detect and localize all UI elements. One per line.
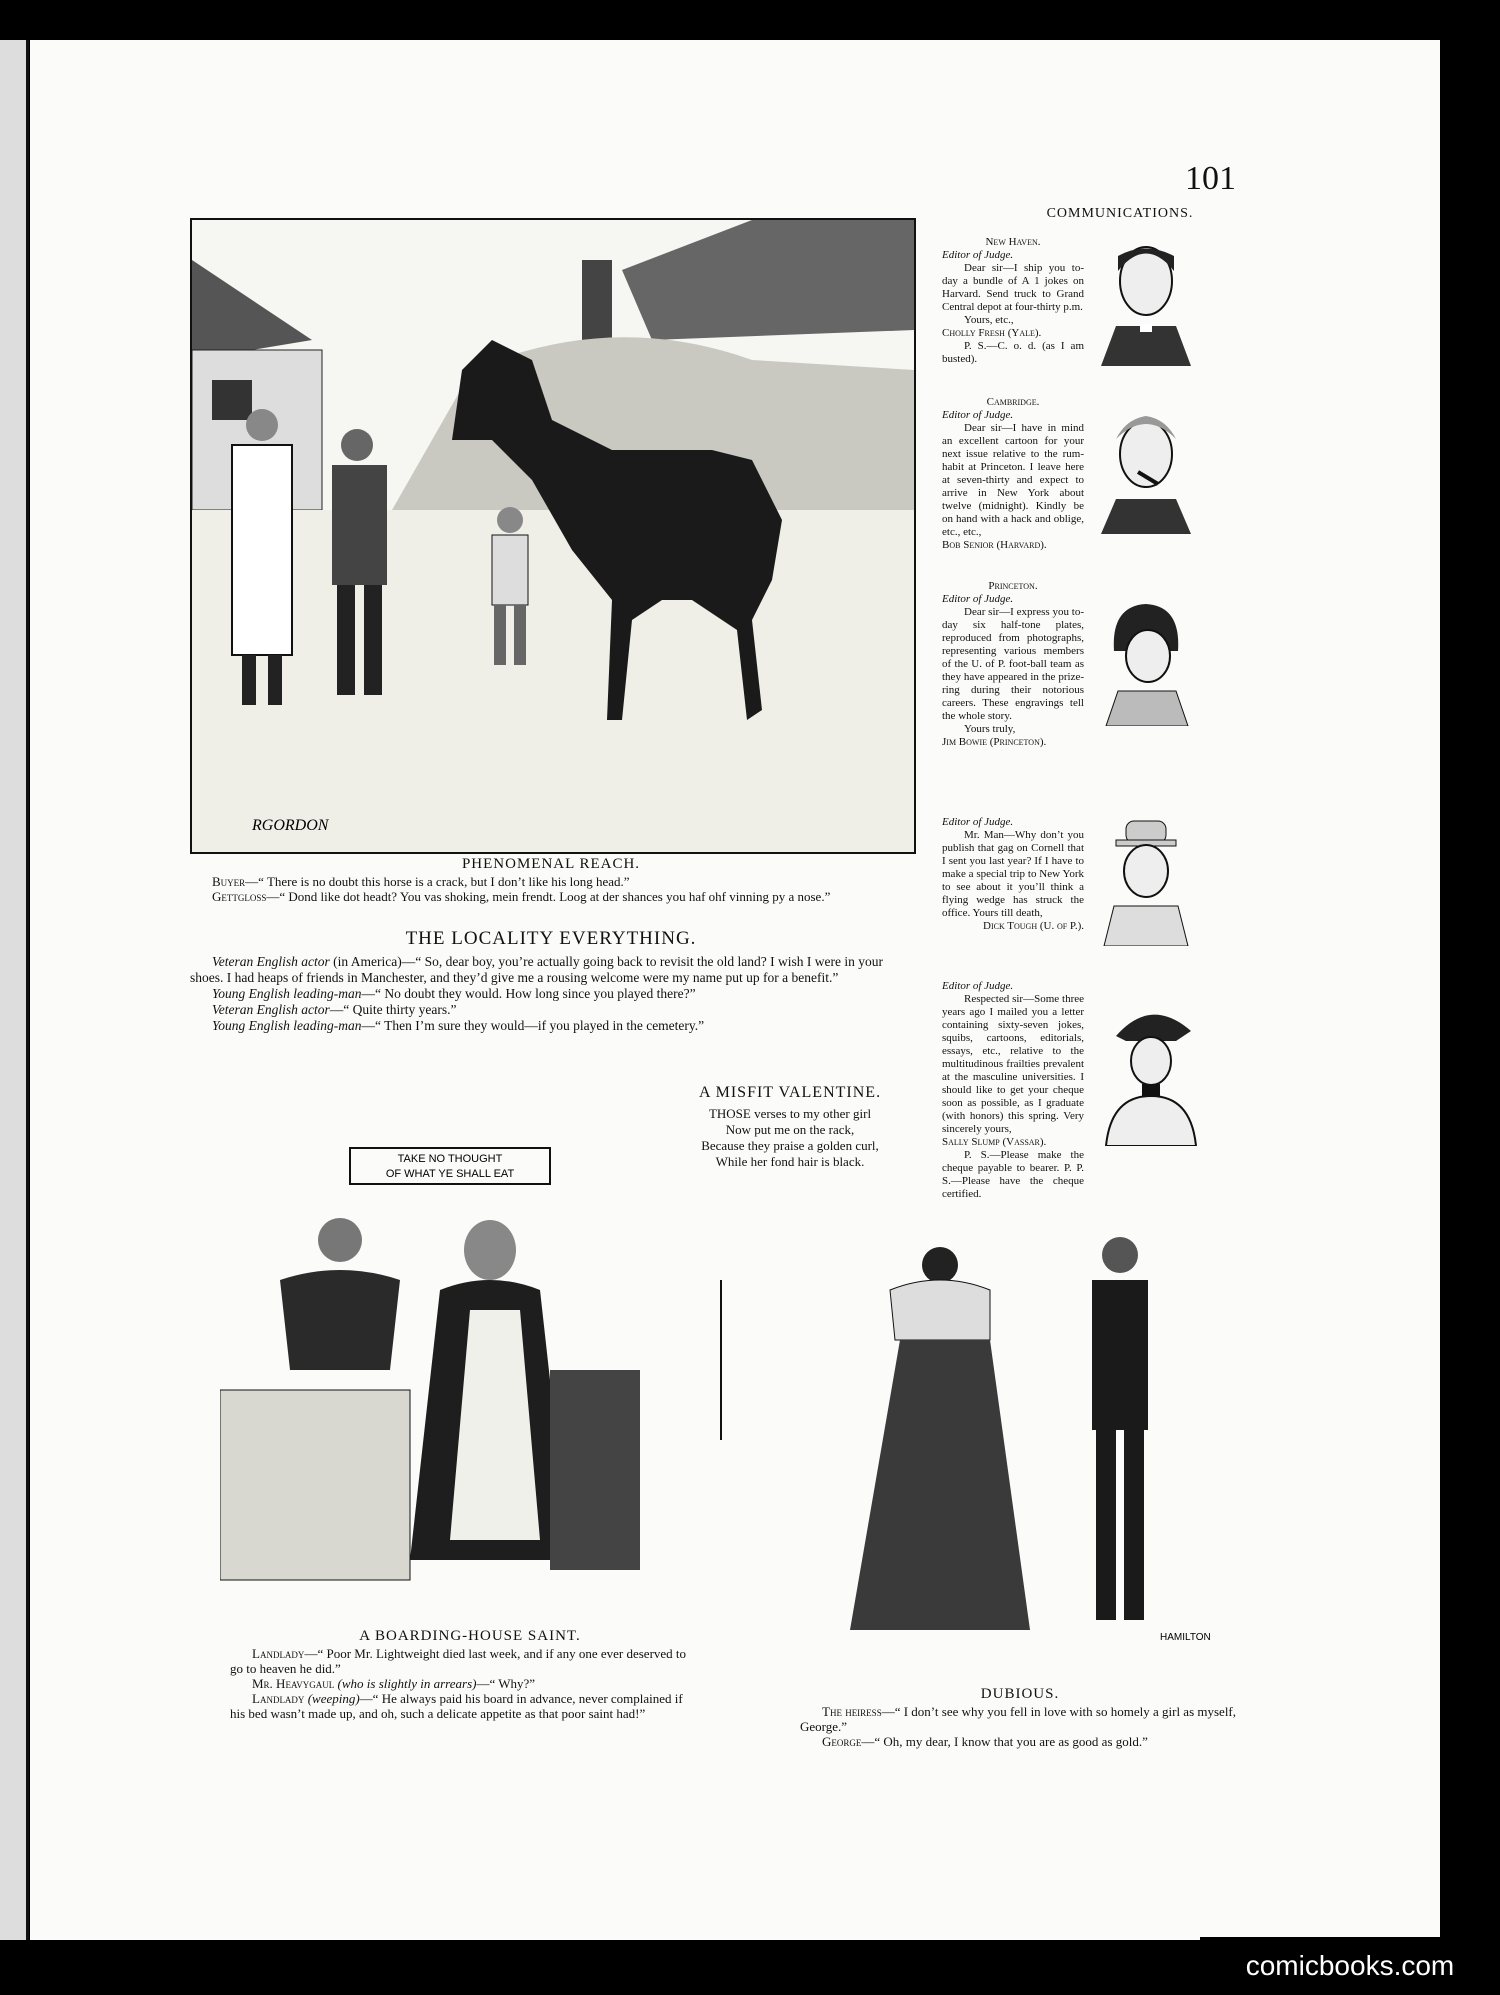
princeton-student-portrait <box>1096 596 1196 726</box>
george-speaker: George <box>822 1734 862 1749</box>
george-line: —“ Oh, my dear, I know that you are as good as gold.” <box>861 1734 1148 1749</box>
boarding-house-illustration <box>220 1140 680 1620</box>
letter-vassar-addressee: Editor of Judge. <box>942 980 1014 992</box>
locality-title: THE LOCALITY EVERYTHING. <box>405 928 697 949</box>
locality-speaker-3: Veteran English actor <box>212 1002 330 1017</box>
dubious-artist-signature: HAMILTON <box>1160 1632 1211 1643</box>
horse-caption-title: PHENOMENAL REACH. <box>461 856 641 872</box>
locality-aside-1: (in America) <box>329 954 402 969</box>
letter-upenn-body: Mr. Man—Why don’t you publish that gag on Cornell that I sent you last year? If I have to make a special trip to New York to see about it you’ll think a flying wedge has struck the office. Yours till death, <box>942 829 1084 919</box>
dubious-illustration <box>790 1210 1250 1680</box>
letter-princeton-place: Princeton. <box>988 580 1038 592</box>
horse-illustration <box>190 218 916 854</box>
letter-harvard-place: Cambridge. <box>986 396 1040 408</box>
boarding-house-drawing <box>220 1140 680 1620</box>
wall-motto-line-2: OF WHAT YE SHALL EAT <box>385 1168 515 1180</box>
letter-upenn <box>942 816 1084 933</box>
landlady-line-2: —“ He always paid his board in advance, never complained if his bed wasn’t made up, and oh, such a delicate appetite as that poor saint had!” <box>230 1691 683 1721</box>
heavygaul-line: —“ Why?” <box>476 1676 536 1691</box>
gettgloss-speaker: Gettgloss <box>212 889 267 904</box>
locality-line-2: —“ No doubt they would. How long since you played there?” <box>361 986 696 1001</box>
buyer-speaker: Buyer <box>212 874 246 889</box>
buyer-line: —“ There is no doubt this horse is a crack, but I don’t like his long head.” <box>245 874 630 889</box>
heiress-speaker: The heiress <box>822 1704 882 1719</box>
letter-upenn-addressee: Editor of Judge. <box>942 816 1014 828</box>
letter-harvard-body: Dear sir—I have in mind an excellent cartoon for your next issue relative to the rum-habit at Princeton. I leave here at seven-thirty and expect to arrive in New York about twelve (midnight). Kindly be on hand with a hack and oblige, etc., etc., <box>942 422 1084 538</box>
wall-motto-line-1: TAKE NO THOUGHT <box>397 1153 503 1165</box>
letter-yale-closing: Yours, etc., <box>964 314 1014 326</box>
heiress-line: —“ I don’t see why you fell in love with so homely a girl as myself, George.” <box>800 1704 1237 1734</box>
previous-page-edge <box>0 40 29 1940</box>
boarding-caption-title: A BOARDING-HOUSE SAINT. <box>359 1628 581 1644</box>
letter-vassar-postscript: P. S.—Please make the cheque payable to bearer. P. P. S.—Please have the cheque certified. <box>942 1149 1084 1200</box>
letter-vassar-signature: Sally Slump (Vassar). <box>942 1136 1047 1148</box>
magazine-page <box>30 40 1440 1940</box>
horse-artist-signature: RGORDON <box>252 817 329 834</box>
vassar-student-portrait <box>1096 996 1206 1146</box>
letter-yale-signature: Cholly Fresh (Yale). <box>942 327 1042 339</box>
landlady-line-1: —“ Poor Mr. Lightweight died last week, and if any one ever deserved to go to heaven he did.” <box>230 1646 687 1676</box>
letter-yale-addressee: Editor of Judge. <box>942 249 1014 261</box>
letter-harvard-addressee: Editor of Judge. <box>942 409 1014 421</box>
dubious-caption-title: DUBIOUS. <box>980 1686 1060 1702</box>
valentine-line-2: Now put me on the rack, <box>725 1122 855 1137</box>
page-number: 101 <box>1185 160 1236 197</box>
horse-drawing <box>192 220 914 852</box>
landlady-aside: (weeping) <box>304 1691 360 1706</box>
letter-princeton-closing: Yours truly, <box>964 723 1016 735</box>
locality-speaker-4: Young English leading-man <box>212 1018 362 1033</box>
letter-yale <box>942 236 1084 366</box>
locality-line-4: —“ Then I’m sure they would—if you played in the cemetery.” <box>361 1018 705 1033</box>
yale-student-portrait <box>1096 236 1196 366</box>
letter-princeton <box>942 580 1084 749</box>
site-watermark: comicbooks.com <box>1200 1937 1500 1995</box>
column-divider <box>720 1280 722 1440</box>
valentine-line-1: THOSE verses to my other girl <box>708 1106 872 1121</box>
letter-yale-body: Dear sir—I ship you to-day a bundle of A 1 jokes on Harvard. Send truck to Grand Central depot at four-thirty p.m. <box>942 262 1084 313</box>
letter-yale-postscript: P. S.—C. o. d. (as I am busted). <box>942 340 1084 365</box>
letter-vassar-body: Respected sir—Some three years ago I mailed you a letter containing sixty-seven jokes, squibs, cartoons, editorials, essays, etc., relative to the multitudinous frailties prevalent at the masculine universities. I should like to get your cheque soon as possible, as I graduate (with honors) this spring. Very sincerely yours, <box>942 993 1084 1135</box>
letter-yale-place: New Haven. <box>985 236 1041 248</box>
landlady-speaker-1: Landlady <box>252 1646 305 1661</box>
valentine-poem <box>670 1084 910 1170</box>
communications-title: COMMUNICATIONS. <box>1046 206 1194 221</box>
gettgloss-line: —“ Dond like dot headt? You vas shoking, mein frendt. Loog at der shances you haf ohf vinning py a nose.” <box>266 889 831 904</box>
valentine-line-3: Because they praise a golden curl, <box>701 1138 879 1153</box>
dubious-caption-text <box>800 1704 1250 1749</box>
locality-speaker-2: Young English leading-man <box>212 986 362 1001</box>
letter-harvard <box>942 396 1084 552</box>
letter-princeton-signature: Jim Bowie (Princeton). <box>942 736 1047 748</box>
letter-vassar <box>942 980 1084 1201</box>
letter-harvard-signature: Bob Senior (Harvard). <box>942 539 1047 551</box>
locality-line-1: —“ So, dear boy, you’re actually going back to revisit the old land? I wish I were in your shoes. I had heaps of friends in Manchester, and they’d give me a rousing welcome were my name put up for a benefit.” <box>190 954 883 985</box>
letter-upenn-signature: Dick Tough (U. of P.). <box>983 920 1084 932</box>
upenn-student-portrait <box>1096 816 1196 946</box>
horse-caption-text <box>190 874 912 904</box>
valentine-line-4: While her fond hair is black. <box>715 1154 865 1169</box>
locality-dialogue <box>190 954 912 1034</box>
landlady-speaker-2: Landlady <box>252 1691 305 1706</box>
dubious-drawing <box>790 1210 1250 1680</box>
locality-speaker-1: Veteran English actor <box>212 954 330 969</box>
boarding-caption-text <box>230 1646 700 1721</box>
letter-princeton-body: Dear sir—I express you to-day six half-tone plates, reproduced from photographs, representing various members of the U. of P. foot-ball team as they have appeared in the prize-ring during their notorious careers. These engravings tell the whole story. <box>942 606 1084 722</box>
harvard-student-portrait <box>1096 404 1196 534</box>
heavygaul-speaker: Mr. Heavygaul <box>252 1676 335 1691</box>
locality-line-3: —“ Quite thirty years.” <box>329 1002 457 1017</box>
letter-princeton-addressee: Editor of Judge. <box>942 593 1014 605</box>
heavygaul-aside: (who is slightly in arrears) <box>334 1676 477 1691</box>
valentine-title: A MISFIT VALENTINE. <box>698 1084 882 1101</box>
